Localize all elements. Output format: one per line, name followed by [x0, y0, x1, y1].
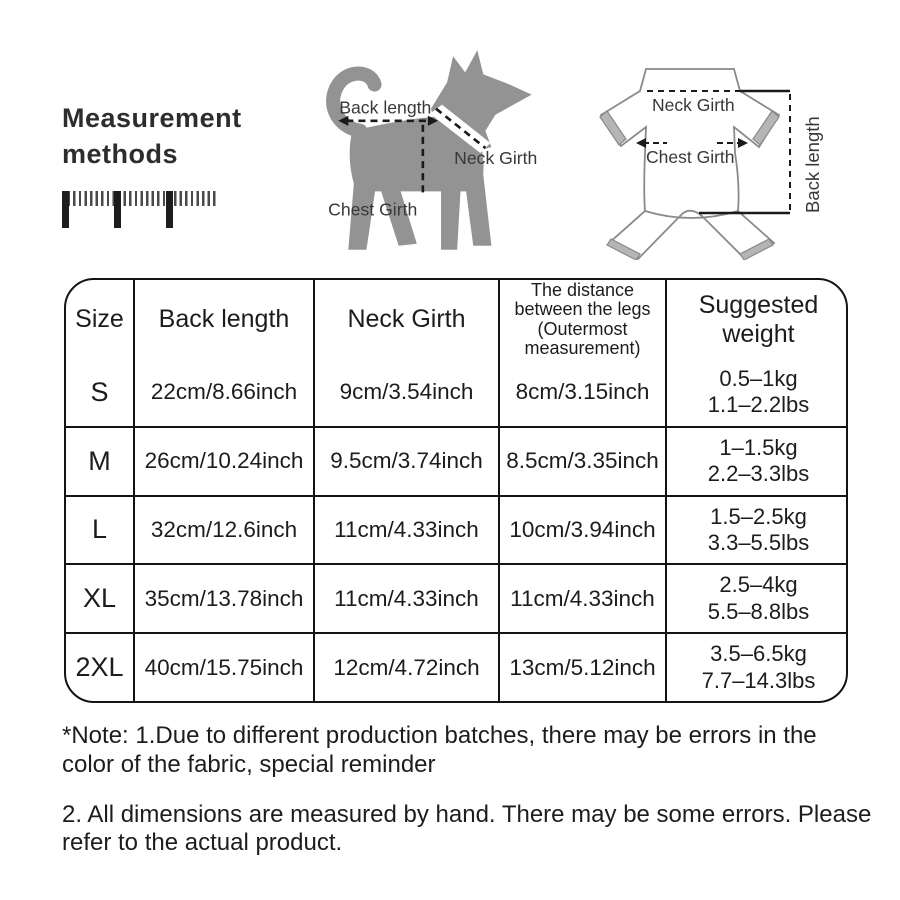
weight-lbs: 5.5–8.8lbs	[707, 598, 810, 624]
page-title: Measurement methods	[62, 103, 242, 169]
size-value: XL	[66, 564, 134, 633]
dog-back-length-label: Back length	[339, 97, 432, 118]
neck-girth-value: 12cm/4.72inch	[314, 633, 499, 701]
ruler-tall-tick	[114, 191, 121, 228]
weight-kg: 1–1.5kg	[719, 434, 798, 460]
garment-neck-girth-label: Neck Girth	[652, 95, 735, 115]
table-row-size-l	[66, 496, 848, 565]
footer-notes	[62, 722, 874, 858]
table-row-size-2xl	[66, 633, 848, 701]
leg-distance-value: 11cm/4.33inch	[499, 564, 666, 633]
size-value: S	[66, 359, 134, 427]
table-row-size-m	[66, 427, 848, 496]
size-table-header-row	[66, 280, 848, 359]
dog-neck-girth-label: Neck Girth	[454, 148, 538, 169]
garment-chest-girth-arrow	[636, 138, 646, 148]
garment-measurement-diagram	[593, 53, 833, 260]
dog-measurement-diagram	[308, 38, 570, 260]
weight-kg: 3.5–6.5kg	[710, 641, 807, 667]
ruler-tall-tick	[62, 191, 69, 228]
leg-distance-value: 13cm/5.12inch	[499, 633, 666, 701]
note-2: 2. All dimensions are measured by hand. There may be some errors. Please refer to the actual product.	[62, 800, 872, 857]
dog-front-leg	[441, 175, 461, 250]
garment-chest-girth-label: Chest Girth	[646, 147, 735, 167]
suggested-weight-value	[666, 633, 848, 701]
column-header-size: Size	[66, 280, 134, 359]
table-row-size-s	[66, 359, 848, 427]
back-length-value: 22cm/8.66inch	[134, 359, 314, 427]
column-header-back-length: Back length	[134, 280, 314, 359]
size-value: M	[66, 427, 134, 496]
size-value: L	[66, 496, 134, 565]
back-length-value: 35cm/13.78inch	[134, 564, 314, 633]
weight-lbs: 3.3–5.5lbs	[707, 529, 810, 555]
neck-girth-value: 11cm/4.33inch	[314, 564, 499, 633]
back-length-value: 32cm/12.6inch	[134, 496, 314, 565]
leg-distance-value: 10cm/3.94inch	[499, 496, 666, 565]
suggested-weight-value	[666, 359, 848, 427]
back-length-value: 26cm/10.24inch	[134, 427, 314, 496]
weight-lbs: 7.7–14.3lbs	[701, 667, 816, 693]
size-table	[64, 278, 848, 703]
ruler-tall-tick	[166, 191, 173, 228]
garment-chest-girth-arrow	[738, 138, 748, 148]
weight-kg: 0.5–1kg	[719, 365, 798, 391]
weight-kg: 2.5–4kg	[719, 572, 798, 598]
note-1: *Note: 1.Due to different production batches, there may be errors in the color of the fabric, special reminder	[62, 722, 817, 778]
weight-kg: 1.5–2.5kg	[710, 503, 807, 529]
leg-distance-value: 8.5cm/3.35inch	[499, 427, 666, 496]
size-value: 2XL	[66, 633, 134, 701]
ruler-small-ticks	[62, 191, 218, 206]
ruler-icon	[62, 191, 218, 228]
column-header-leg-distance: The distance between the legs (Outermost measurement)	[499, 280, 666, 359]
column-header-suggested-weight: Suggested weight	[666, 280, 848, 359]
table-row-size-xl	[66, 564, 848, 633]
back-length-value: 40cm/15.75inch	[134, 633, 314, 701]
column-header-neck-girth: Neck Girth	[314, 280, 499, 359]
neck-girth-value: 9.5cm/3.74inch	[314, 427, 499, 496]
neck-girth-value: 11cm/4.33inch	[314, 496, 499, 565]
leg-distance-value: 8cm/3.15inch	[499, 359, 666, 427]
dog-front-leg	[463, 169, 491, 246]
garment-back-length-label: Back length	[802, 116, 823, 213]
dog-chest-girth-label: Chest Girth	[328, 199, 418, 220]
suggested-weight-value	[666, 427, 848, 496]
weight-lbs: 2.2–3.3lbs	[707, 461, 810, 487]
neck-girth-value: 9cm/3.54inch	[314, 359, 499, 427]
weight-lbs: 1.1–2.2lbs	[707, 392, 810, 418]
suggested-weight-value	[666, 496, 848, 565]
suggested-weight-value	[666, 564, 848, 633]
